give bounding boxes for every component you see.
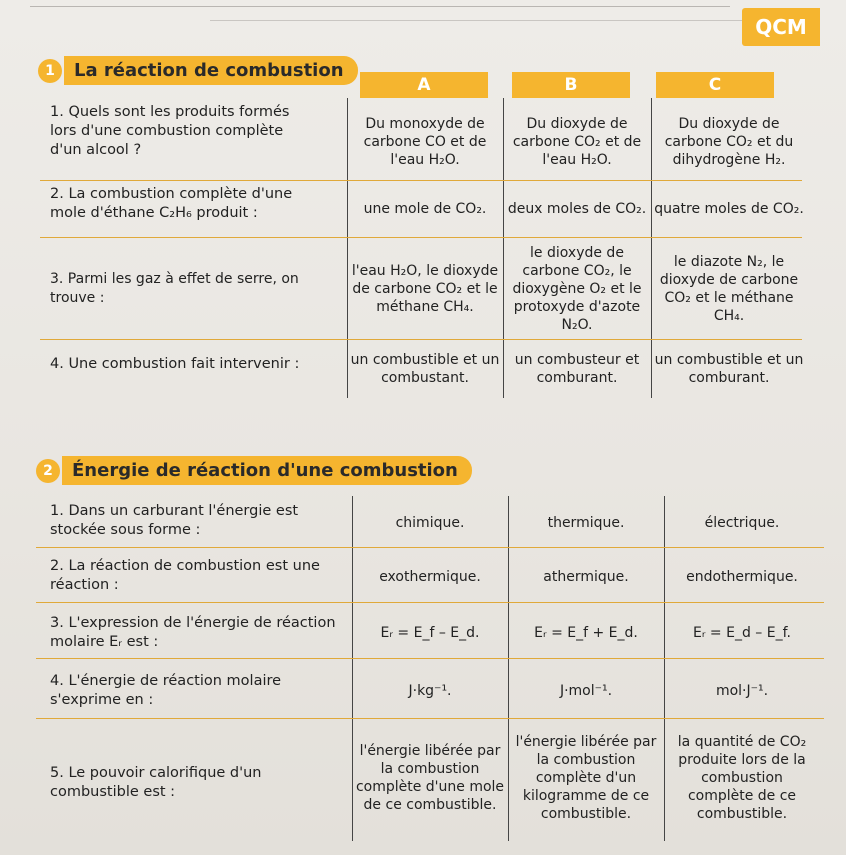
row-divider xyxy=(36,602,824,603)
section-2-number: 2 xyxy=(36,459,60,483)
row-divider xyxy=(36,547,824,548)
column-header-c: C xyxy=(656,72,774,98)
s2-q4-answer-a[interactable]: J·kg⁻¹. xyxy=(408,683,452,699)
s1-q2-answer-b[interactable]: deux moles de CO₂. xyxy=(507,201,647,217)
column-header-b: B xyxy=(512,72,630,98)
section-2-header xyxy=(36,456,472,485)
section-1-header xyxy=(38,56,358,85)
row-divider xyxy=(40,339,802,340)
s2-q1-answer-a[interactable]: chimique. xyxy=(395,515,465,531)
s1-q3-answer-a[interactable]: l'eau H₂O, le dioxyde de carbone CO₂ et le méthane CH₄. xyxy=(351,263,499,315)
s1-question-1: 1. Quels sont les produits formés lors d'une combustion complète d'un alcool ? xyxy=(50,104,290,158)
s1-q1-answer-b[interactable]: Du dioxyde de carbone CO₂ et de l'eau H₂O. xyxy=(512,116,642,168)
s1-question-4: 4. Une combustion fait intervenir : xyxy=(50,356,300,372)
row-divider xyxy=(40,237,802,238)
s2-q4-answer-b[interactable]: J·mol⁻¹. xyxy=(559,683,613,699)
s2-question-3: 3. L'expression de l'énergie de réaction molaire Eᵣ est : xyxy=(50,615,336,650)
row-divider xyxy=(36,658,824,659)
qcm-badge: QCM xyxy=(742,8,820,46)
s1-question-2: 2. La combustion complète d'une mole d'éthane C₂H₆ produit : xyxy=(50,186,293,221)
section-1-title: La réaction de combustion xyxy=(64,56,358,85)
s2-question-5: 5. Le pouvoir calorifique d'un combustible est : xyxy=(50,765,262,800)
s2-q2-answer-c[interactable]: endothermique. xyxy=(686,569,798,585)
s2-q2-answer-a[interactable]: exothermique. xyxy=(379,569,481,585)
s1-q1-answer-a[interactable]: Du monoxyde de carbone CO et de l'eau H₂O. xyxy=(363,116,487,168)
s1-q2-answer-c[interactable]: quatre moles de CO₂. xyxy=(654,201,804,217)
s1-q1-answer-c[interactable]: Du dioxyde de carbone CO₂ et du dihydrogène H₂. xyxy=(664,116,794,168)
s2-question-1: 1. Dans un carburant l'énergie est stockée sous forme : xyxy=(50,503,299,538)
row-divider xyxy=(36,718,824,719)
page-edge-line xyxy=(30,6,730,7)
s2-q2-answer-b[interactable]: athermique. xyxy=(543,569,629,585)
s1-q2-answer-a[interactable]: une mole de CO₂. xyxy=(363,201,487,217)
section-1-number: 1 xyxy=(38,59,62,83)
s1-q3-answer-b[interactable]: le dioxyde de carbone CO₂, le dioxygène O₂ et le protoxyde d'azote N₂O. xyxy=(512,245,642,333)
column-header-a: A xyxy=(360,72,488,98)
table-divider xyxy=(347,98,348,398)
s2-q5-answer-c[interactable]: la quantité de CO₂ produite lors de la combustion complète de ce combustible. xyxy=(677,734,807,822)
s2-q4-answer-c[interactable]: mol·J⁻¹. xyxy=(715,683,769,699)
s2-q3-answer-a[interactable]: Eᵣ = E_f – E_d. xyxy=(380,625,480,641)
s2-q1-answer-c[interactable]: électrique. xyxy=(704,515,780,531)
page-edge-line xyxy=(210,20,770,21)
s1-q4-answer-a[interactable]: un combustible et un combustant. xyxy=(350,352,500,386)
s1-q3-answer-c[interactable]: le diazote N₂, le dioxyde de carbone CO₂ et le méthane CH₄. xyxy=(659,254,799,324)
row-divider xyxy=(40,180,802,181)
s2-q1-answer-b[interactable]: thermique. xyxy=(547,515,625,531)
s2-q5-answer-b[interactable]: l'énergie libérée par la combustion complète d'un kilogramme de ce combustible. xyxy=(515,734,657,822)
s2-question-4: 4. L'énergie de réaction molaire s'exprime en : xyxy=(50,673,282,708)
s1-question-3: 3. Parmi les gaz à effet de serre, on trouve : xyxy=(50,271,299,306)
s2-q3-answer-b[interactable]: Eᵣ = E_f + E_d. xyxy=(534,625,638,641)
s2-question-2: 2. La réaction de combustion est une réaction : xyxy=(50,558,320,593)
table-divider xyxy=(651,98,652,398)
section-2-title: Énergie de réaction d'une combustion xyxy=(62,456,472,485)
s1-q4-answer-b[interactable]: un combusteur et comburant. xyxy=(514,352,640,386)
table-divider xyxy=(503,98,504,398)
s1-q4-answer-c[interactable]: un combustible et un comburant. xyxy=(654,352,804,386)
s2-q5-answer-a[interactable]: l'énergie libérée par la combustion complète d'une mole de ce combustible. xyxy=(355,743,505,813)
s2-q3-answer-c[interactable]: Eᵣ = E_d – E_f. xyxy=(693,625,791,641)
